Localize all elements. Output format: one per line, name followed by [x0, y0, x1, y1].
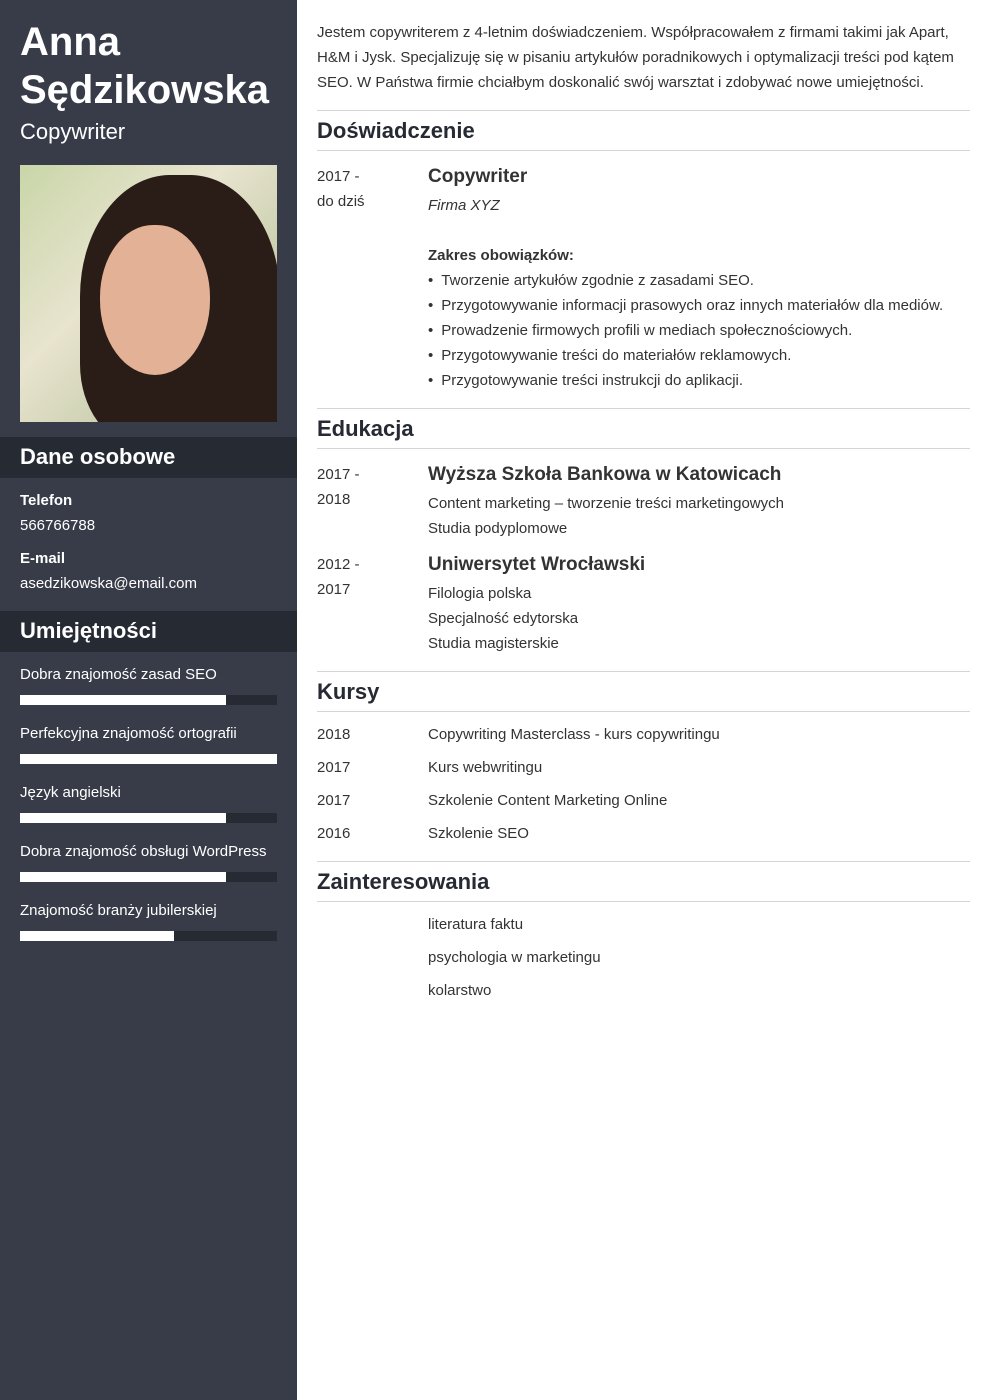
- skill-bar: [20, 813, 277, 823]
- edu-school: Wyższa Szkoła Bankowa w Katowicach: [428, 464, 782, 485]
- edu-detail: Studia magisterskie: [428, 635, 559, 652]
- edu-school: Uniwersytet Wrocławski: [428, 554, 646, 575]
- course-year: 2017: [317, 759, 351, 776]
- course-year: 2016: [317, 825, 351, 842]
- edu-date-start: 2012 -: [317, 556, 360, 573]
- skill-bar: [20, 931, 277, 941]
- exp-date-start: 2017 -: [317, 168, 360, 185]
- skill-label: Znajomość branży jubilerskiej: [20, 902, 217, 919]
- course-year: 2018: [317, 726, 351, 743]
- interest-item: literatura faktu: [428, 916, 524, 933]
- course-year: 2017: [317, 792, 351, 809]
- exp-role: Copywriter: [428, 166, 528, 187]
- skill-bar-fill: [20, 813, 226, 823]
- skill-bar-fill: [20, 931, 174, 941]
- skills-heading: Umiejętności: [0, 611, 297, 652]
- skill-bar: [20, 754, 277, 764]
- courses-heading: Kursy: [317, 671, 970, 712]
- edu-date-start: 2017 -: [317, 466, 360, 483]
- skill-bar-fill: [20, 695, 226, 705]
- duty-item: • Przygotowywanie treści instrukcji do aplikacji.: [428, 368, 743, 393]
- skill-bar: [20, 872, 277, 882]
- education-heading: Edukacja: [317, 408, 970, 449]
- edu-date-end: 2018: [317, 491, 351, 508]
- skill-bar: [20, 695, 277, 705]
- skill-label: Dobra znajomość zasad SEO: [20, 666, 217, 683]
- edu-detail: Content marketing – tworzenie treści marketingowych: [428, 495, 784, 512]
- experience-heading: Doświadczenie: [317, 110, 970, 151]
- edu-detail: Filologia polska: [428, 585, 532, 602]
- edu-detail: Specjalność edytorska: [428, 610, 579, 627]
- interests-heading: Zainteresowania: [317, 861, 970, 902]
- skill-bar-fill: [20, 872, 226, 882]
- duty-item: • Przygotowywanie informacji prasowych oraz innych materiałów dla mediów.: [428, 293, 943, 318]
- duty-item: • Przygotowywanie treści do materiałów reklamowych.: [428, 343, 791, 368]
- edu-date-end: 2017: [317, 581, 351, 598]
- skill-label: Język angielski: [20, 784, 121, 801]
- course-name: Copywriting Masterclass - kurs copywritingu: [428, 726, 720, 743]
- summary: Jestem copywriterem z 4-letnim doświadczeniem. Współpracowałem z firmami takimi jak Apart, H&M i Jysk. Specjalizuję się w pisaniu artykułów poradnikowych i optymalizacji treści pod kątem SEO. W Państwa firmie chciałbym doskonalić swój warsztat i zdobywać nowe umiejętności.: [317, 24, 954, 91]
- duties-label: Zakres obowiązków:: [428, 247, 574, 264]
- personal-heading: Dane osobowe: [0, 437, 297, 478]
- skill-label: Dobra znajomość obsługi WordPress: [20, 843, 267, 860]
- course-name: Kurs webwritingu: [428, 759, 543, 776]
- interest-item: psychologia w marketingu: [428, 949, 601, 966]
- duty-item: • Tworzenie artykułów zgodnie z zasadami SEO.: [428, 268, 754, 293]
- full-name: Anna Sędzikowska: [20, 20, 270, 112]
- sidebar: [0, 0, 297, 1400]
- email-label: E-mail: [20, 550, 66, 567]
- exp-company: Firma XYZ: [428, 197, 500, 214]
- profile-photo: [20, 165, 277, 422]
- exp-date-end: do dziś: [317, 193, 365, 210]
- phone-value: 566766788: [20, 517, 96, 534]
- course-name: Szkolenie SEO: [428, 825, 529, 842]
- skill-label: Perfekcyjna znajomość ortografii: [20, 725, 237, 742]
- course-name: Szkolenie Content Marketing Online: [428, 792, 668, 809]
- job-title: Copywriter: [20, 119, 126, 144]
- duty-item: • Prowadzenie firmowych profili w mediach społecznościowych.: [428, 318, 852, 343]
- interest-item: kolarstwo: [428, 982, 492, 999]
- skill-bar-fill: [20, 754, 277, 764]
- phone-label: Telefon: [20, 492, 73, 509]
- edu-detail: Studia podyplomowe: [428, 520, 568, 537]
- email-value[interactable]: asedzikowska@email.com: [20, 575, 197, 592]
